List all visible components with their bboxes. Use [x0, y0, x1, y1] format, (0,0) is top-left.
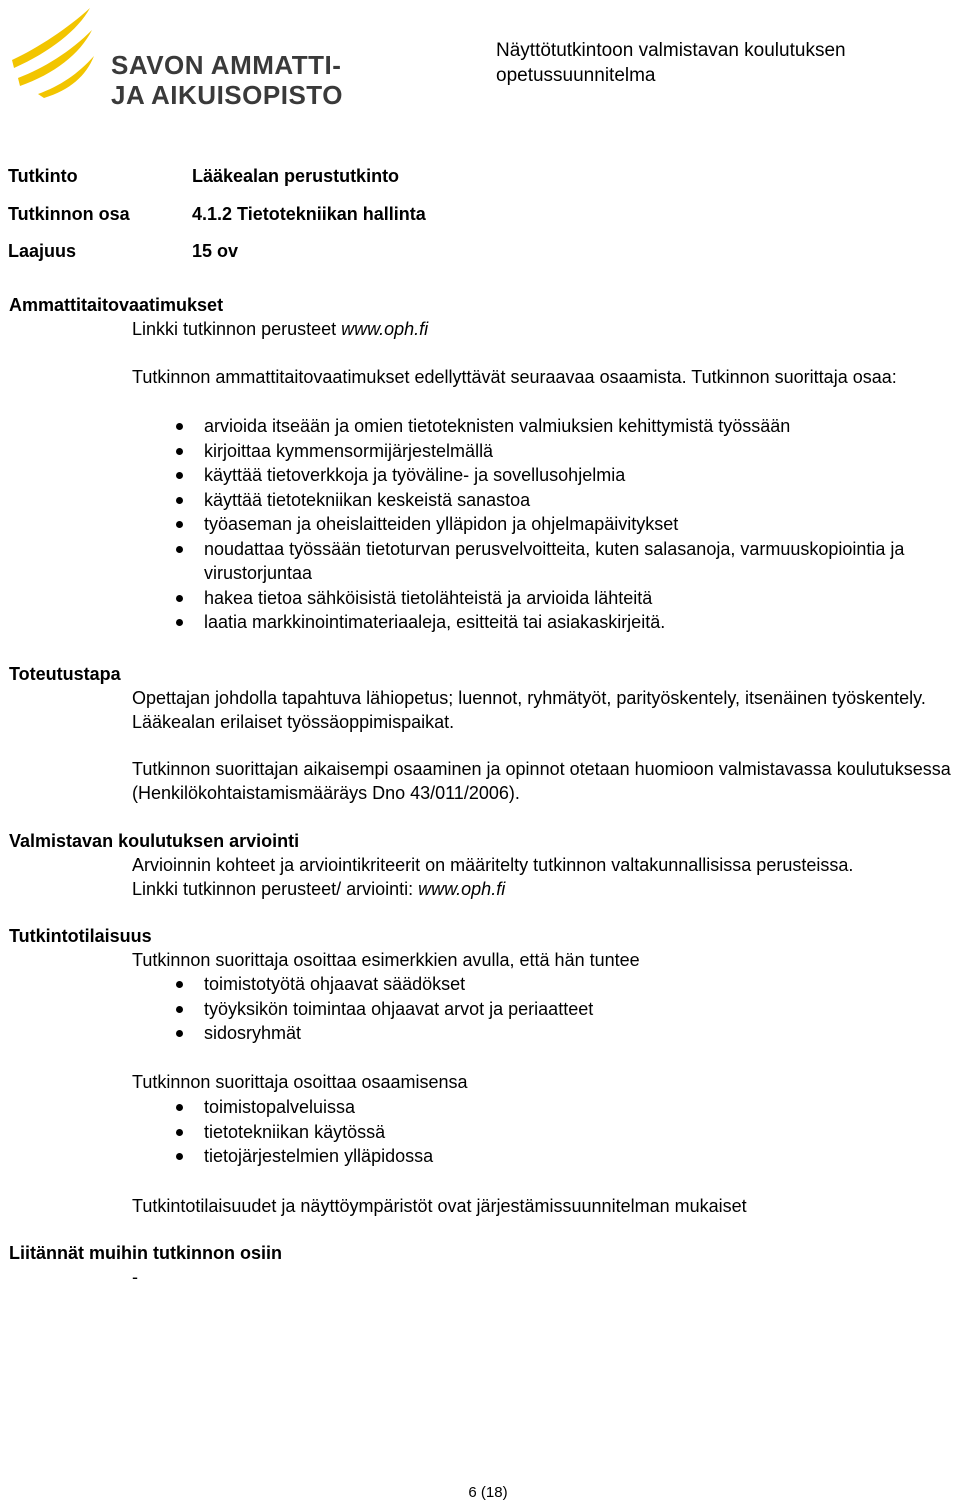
toteutustapa-para-1: Opettajan johdolla tapahtuva lähiopetus; luennot, ryhmätyöt, parityöskentely, itsenäinen työskentely. Lääkealan erilaiset työssäoppimispaikat. [132, 688, 926, 732]
heading-tutkintotilaisuus: Tutkintotilaisuus [9, 926, 152, 946]
heading-liitannat: Liitännät muihin tutkinnon osiin [9, 1243, 282, 1263]
info-label: Tutkinto [8, 166, 78, 186]
info-value: 4.1.2 Tietotekniikan hallinta [192, 204, 426, 224]
logo-line-1: SAVON AMMATTI- [111, 50, 342, 80]
list-item: tietojärjestelmien ylläpidossa [172, 1144, 952, 1169]
list-item: toimistopalveluissa [172, 1095, 952, 1120]
toteutustapa-para-2: Tutkinnon suorittajan aikaisempi osaaminen ja opinnot otetaan huomioon valmistavassa koulutuksessa (Henkilökohtaistamismääräys Dno 43/011/2006). [132, 759, 951, 803]
list-item: työyksikön toimintaa ohjaavat arvot ja periaatteet [172, 997, 952, 1022]
document-title: Näyttötutkintoon valmistavan koulutuksen opetussuunnitelma [496, 40, 846, 86]
ammattitaito-link-line [132, 317, 960, 341]
list-item: laatia markkinointimateriaaleja, esitteitä tai asiakaskirjeitä. [172, 610, 952, 635]
oph-link[interactable]: www.oph.fi [418, 879, 506, 899]
list-item: työaseman ja oheislaitteiden ylläpidon ja ohjelmapäivitykset [172, 512, 952, 537]
tutkintotilaisuus-list-2 [172, 1095, 952, 1169]
arviointi-link-line [132, 877, 960, 901]
logo-line-2: JA AIKUISOPISTO [111, 80, 343, 110]
ammattitaito-list [172, 414, 952, 635]
tutkintotilaisuus-closing: Tutkintotilaisuudet ja näyttöympäristöt ovat järjestämissuunnitelman mukaiset [132, 1196, 747, 1216]
list-item: käyttää tietotekniikan keskeistä sanastoa [172, 488, 952, 513]
ammattitaito-intro: Tutkinnon ammattitaitovaatimukset edellyttävät seuraavaa osaamista. Tutkinnon suorittaja osaa: [132, 367, 897, 387]
list-item: toimistotyötä ohjaavat säädökset [172, 972, 952, 997]
list-item: kirjoittaa kymmensormijärjestelmällä [172, 439, 952, 464]
tutkintotilaisuus-intro-2: Tutkinnon suorittaja osoittaa osaamisensa [132, 1072, 468, 1092]
info-label: Laajuus [8, 241, 77, 261]
list-item: käyttää tietoverkkoja ja työväline- ja sovellusohjelmia [172, 463, 952, 488]
list-item: sidosryhmät [172, 1021, 952, 1046]
info-value: Lääkealan perustutkinto [192, 166, 400, 186]
list-item: tietotekniikan käytössä [172, 1120, 952, 1145]
logo-swoosh-icon [8, 8, 108, 98]
school-logo [8, 6, 348, 110]
liitannat-value: - [132, 1267, 138, 1287]
list-item: arvioida itseään ja omien tietoteknisten valmiuksien kehittymistä työssään [172, 414, 952, 439]
link-prefix: Linkki tutkinnon perusteet [132, 319, 342, 339]
heading-arviointi: Valmistavan koulutuksen arviointi [9, 831, 300, 851]
heading-toteutustapa: Toteutustapa [9, 664, 121, 684]
link-prefix: Linkki tutkinnon perusteet/ arviointi: [132, 879, 419, 899]
page-number: 6 (18) [468, 1484, 508, 1501]
tutkintotilaisuus-intro-1: Tutkinnon suorittaja osoittaa esimerkkien avulla, että hän tuntee [132, 950, 640, 970]
tutkintotilaisuus-list-1 [172, 972, 952, 1046]
arviointi-para: Arvioinnin kohteet ja arviointikriteerit on määritelty tutkinnon valtakunnallisissa perusteissa. [132, 855, 854, 875]
list-item: noudattaa työssään tietoturvan perusvelvoitteita, kuten salasanoja, varmuuskopiointia ja virustorjuntaa [172, 537, 952, 586]
list-item: hakea tietoa sähköisistä tietolähteistä ja arvioida lähteitä [172, 586, 952, 611]
heading-ammattitaitovaatimukset: Ammattitaitovaatimukset [9, 295, 224, 315]
oph-link[interactable]: www.oph.fi [341, 319, 429, 339]
info-label: Tutkinnon osa [8, 204, 130, 224]
info-value: 15 ov [192, 241, 239, 261]
